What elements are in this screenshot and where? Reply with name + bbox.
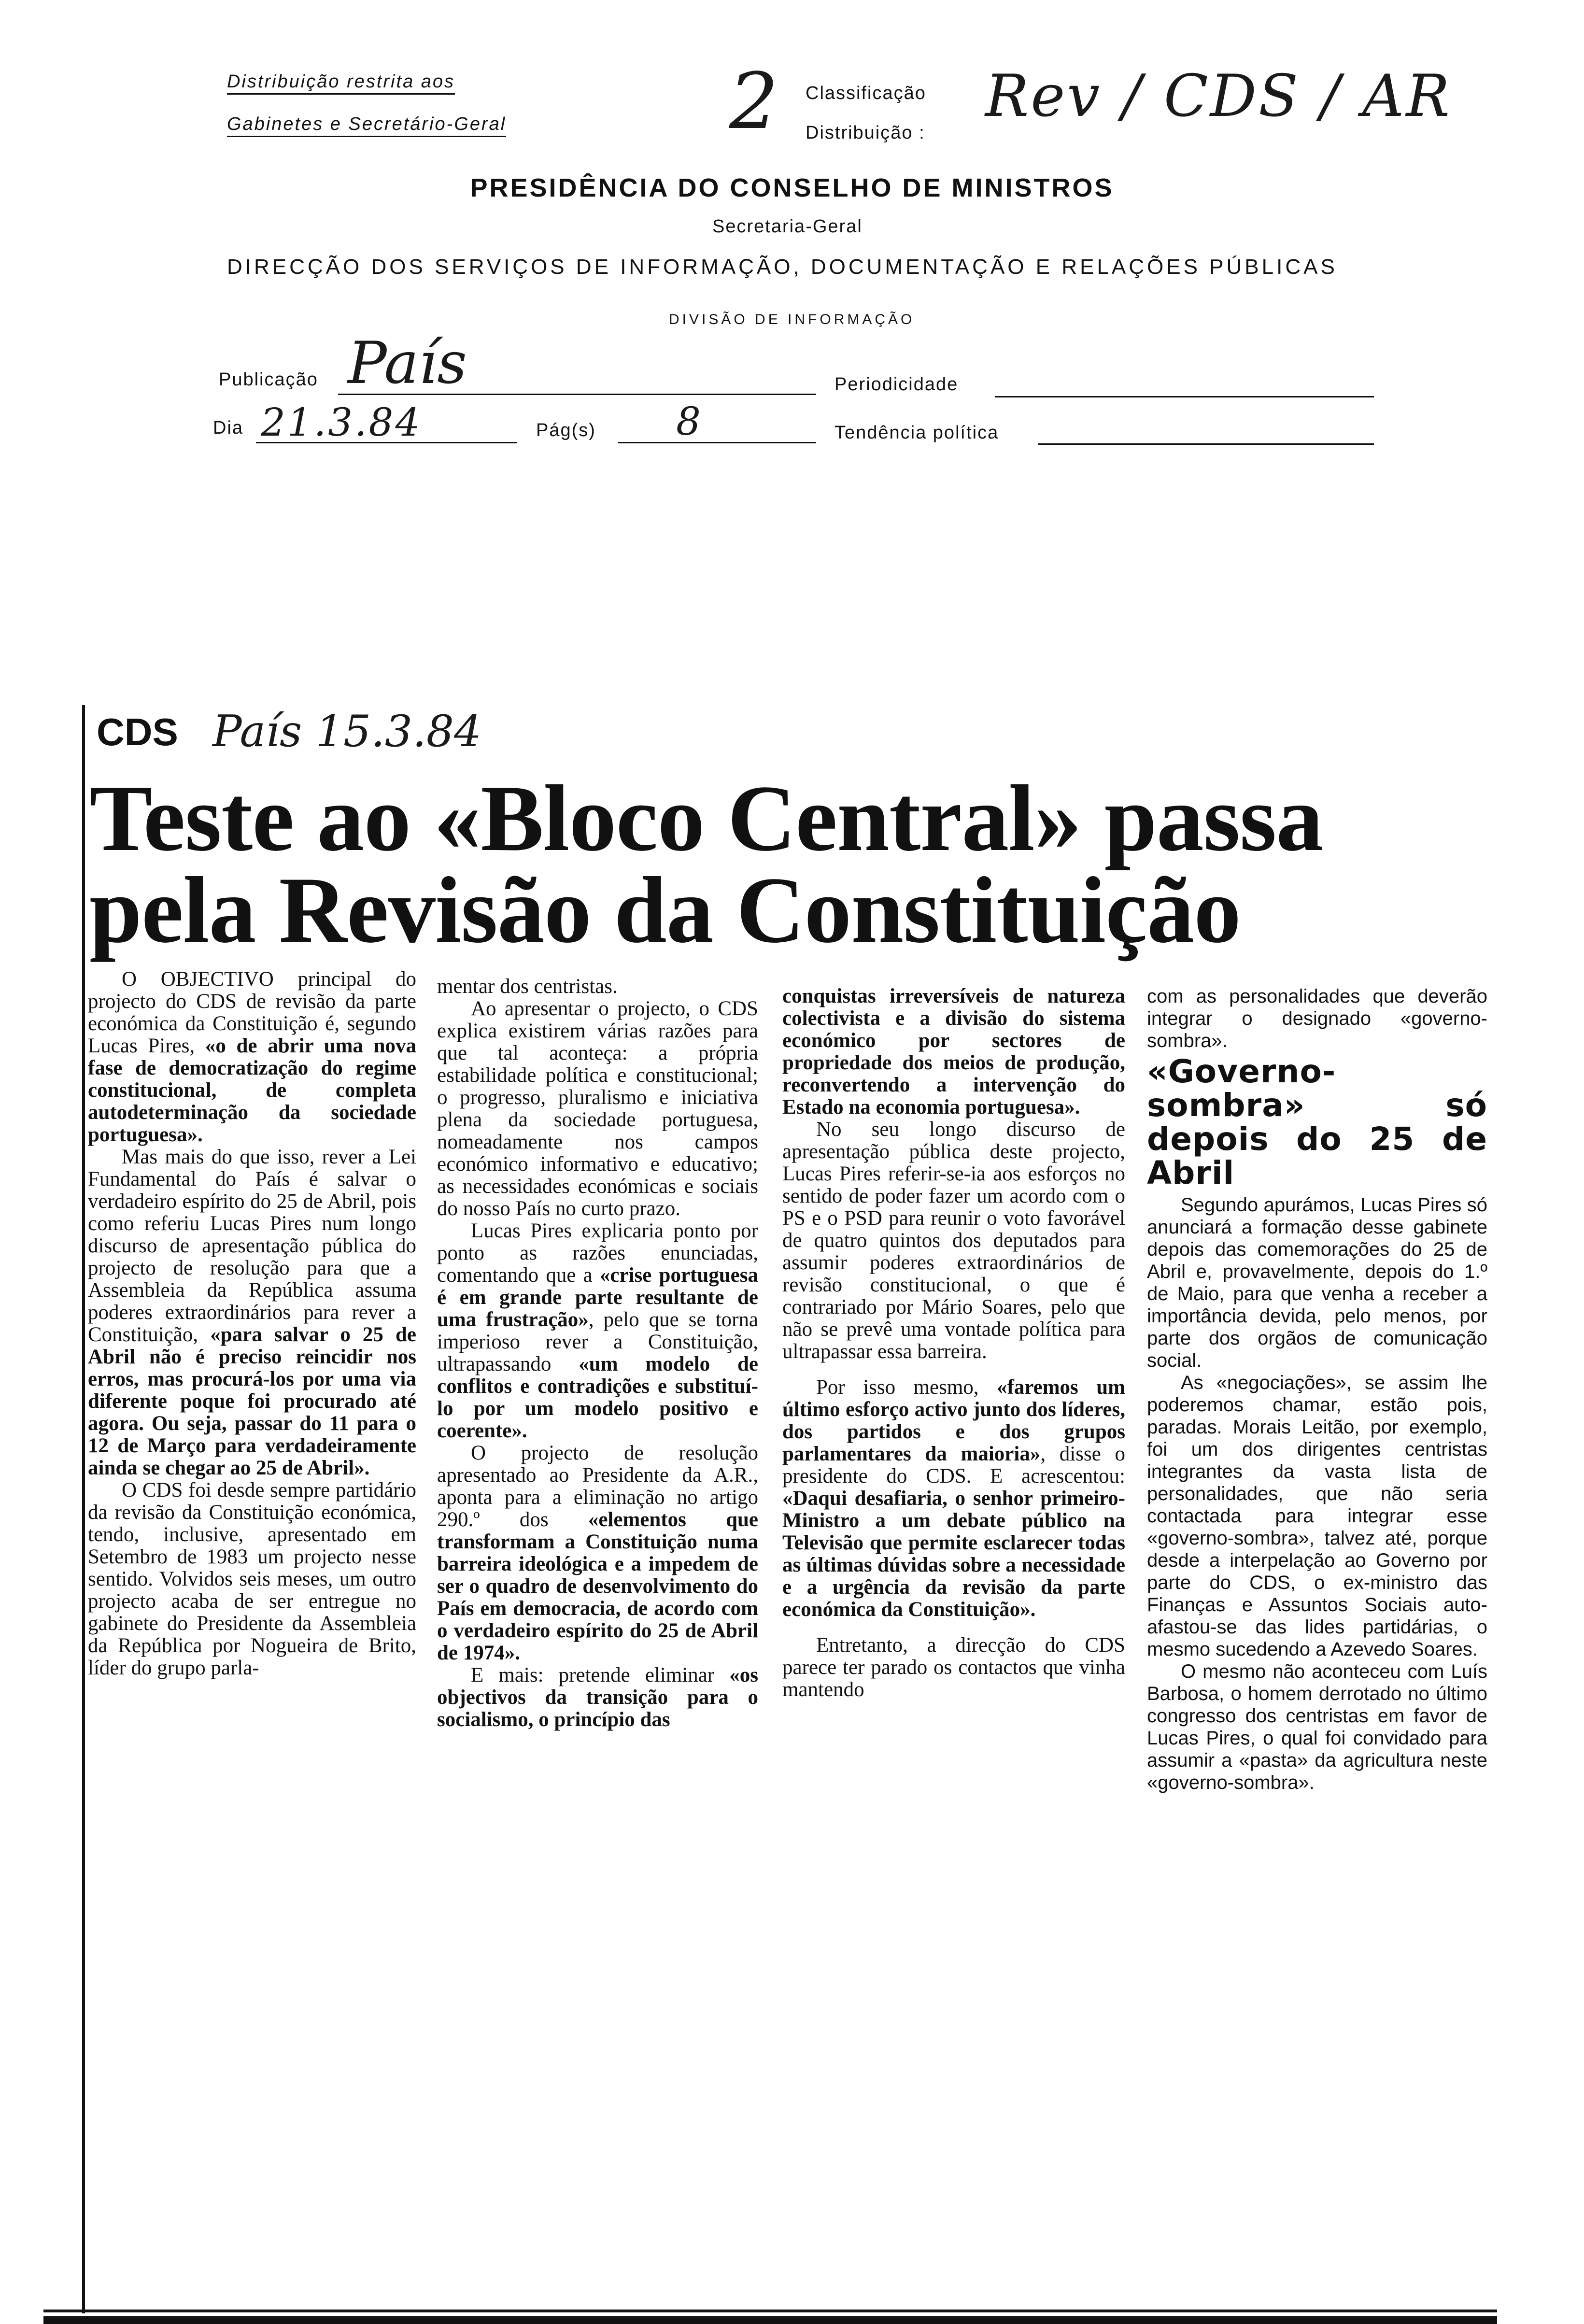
article-paragraph: [88, 968, 416, 1146]
bold-quote-text: «para salvar o 25 de Abril não é preciso reincidir nos erros, mas procurá-los por uma via diferente poque foi procurado até agora. Ou seja, passar do 11 para o 12 de Março para verdadeiramente ainda se chegar ao 25 de Abril».: [88, 1323, 416, 1479]
pages-value: 8: [676, 399, 701, 444]
paragraph-text: Ao apresentar o projecto, o CDS explica existirem várias razões para que tal aconteça: a própria estabilidade política e constitucional; o progresso, pluralismo e iniciativa plena da sociedade portuguesa, nomeadamente nos campos económico informativo e educativo; as necessidades económicas e sociais do nosso País no curto prazo.: [437, 997, 758, 1220]
article-paragraph: [437, 1442, 758, 1664]
article-column-3: [782, 985, 1125, 1701]
article-paragraph: [782, 985, 1125, 1119]
article-paragraph: [437, 976, 758, 998]
restricted-distribution-line2: Gabinetes e Secretário-Geral: [227, 114, 506, 137]
article-paragraph: [782, 1119, 1125, 1363]
article-subheading: [1147, 1055, 1487, 1190]
day-label: Dia: [213, 418, 244, 438]
periodicity-label: Periodicidade: [834, 374, 959, 395]
distribution-label: Distribuição :: [806, 123, 925, 143]
bold-quote-text: conquistas irreversíveis de natureza colectivista e a divisão do sistema económico por sectores de propriedade dos meios de produção, reconvertendo a intervenção do Estado na economia portuguesa».: [782, 985, 1125, 1119]
article-column-1: [88, 968, 416, 1679]
secretariat-label: Secretaria-Geral: [712, 216, 863, 237]
article-paragraph: [1147, 1372, 1487, 1660]
article-paragraph: [782, 1376, 1125, 1621]
paragraph-text: E mais: pretende eliminar: [471, 1664, 730, 1686]
article-paragraph: [1147, 1194, 1487, 1372]
article-paragraph: [1147, 1660, 1487, 1794]
paragraph-text: As «negociações», se assim lhe poderemos chamar, estão pois, paradas. Morais Leitão, por exemplo, foi um dos dirigentes centristas integrantes da vasta lista de personalidades, que não seria contactada para integrar esse «governo-sombra», talvez até, porque desde a interpelação ao Governo por parte do CDS, o ex-ministro das Finanças e Assuntos Sociais auto-afastou-se das lides partidárias, o mesmo sucedendo a Azevedo Soares.: [1147, 1372, 1487, 1660]
tendency-underline: [1038, 443, 1374, 445]
article-title-line2: pela Revisão da Constituição: [89, 858, 1241, 963]
article-paragraph: [88, 1146, 416, 1479]
paragraph-text: O projecto de resolução apresentado ao Presidente da A.R., aponta para a eliminação no artigo 290.º dos: [437, 1442, 758, 1531]
pages-underline: [618, 442, 816, 443]
day-underline: [256, 442, 517, 443]
tendency-label: Tendência política: [834, 423, 999, 443]
clipping-left-border: [82, 705, 85, 2313]
article-paragraph: [437, 998, 758, 1220]
publication-underline: [338, 394, 816, 395]
pages-label: Pág(s): [536, 420, 596, 440]
publication-label: Publicação: [219, 369, 318, 390]
publication-value: País: [348, 330, 467, 397]
article-column-2: [437, 976, 758, 1731]
paragraph-text: Lucas Pires explicaria ponto por ponto as razões enunciadas, comentando que a: [437, 1219, 758, 1287]
day-value: 21.3.84: [261, 400, 422, 445]
bold-quote-text: «um modelo de conflitos e contradições e substituí-lo por um modelo positivo e coerente».: [437, 1353, 759, 1442]
division-label: DIVISÃO DE INFORMAÇÃO: [669, 312, 915, 327]
article-paragraph: [782, 1634, 1125, 1701]
ministry-title: PRESIDÊNCIA DO CONSELHO DE MINISTROS: [470, 173, 1114, 202]
article-paragraph: [88, 1479, 416, 1679]
paragraph-text: O mesmo não aconteceu com Luís Barbosa, o homem derrotado no último congresso dos centristas em favor de Lucas Pires, o qual foi convidado para assumir a «pasta» da agricultura neste «governo-sombra».: [1147, 1661, 1487, 1793]
paragraph-text: com as personalidades que deverão integrar o designado «governo-sombra».: [1147, 986, 1487, 1051]
bold-quote-text: «o de abrir uma nova fase de democratização do regime constitucional, de completa autodeterminação da sociedade portuguesa».: [88, 1034, 416, 1146]
paragraph-text: , pelo que se torna imperioso rever a Constituição, ultrapassando: [437, 1308, 758, 1375]
bold-quote-text: «Governo-sombra» só depois do 25 de Abril: [1147, 1053, 1487, 1191]
article-paragraph: [437, 1220, 758, 1442]
paragraph-text: mentar dos centristas.: [437, 975, 618, 998]
paragraph-text: O CDS foi desde sempre partidário da revisão da Constituição económica, tendo, inclusive, apresentado em Setembro de 1983 um projecto nesse sentido. Volvidos seis meses, um outro projecto acaba de ser entregue no gabinete do Presidente da Assembleia da República por Nogueira de Brito, líder do grupo parla-: [88, 1479, 416, 1679]
bold-quote-text: «Daqui desafiaria, o senhor primeiro-Ministro a um debate público na Televisão que permite esclarecer todas as últimas dúvidas sobre a necessidade e a urgência da revisão da parte económica da Constituição».: [782, 1487, 1125, 1621]
paragraph-text: Segundo apurámos, Lucas Pires só anunciará a formação desse gabinete depois das comemorações do 25 de Abril e, provavelmente, depois do 1.º de Maio, para que venha a receber a importância devida, pelo menos, por parte dos orgãos de comunicação social.: [1147, 1194, 1487, 1371]
paragraph-text: No seu longo discurso de apresentação pública deste projecto, Lucas Pires referir-se-ia aos esforços no sentido de poder fazer um acordo com o PS e o PSD para reunir o voto favorável de quatro quintos dos deputados para assumir poderes extraordinários de revisão constitucional, o que é contrariado por Mário Soares, pelo que não se prevê uma vontade política para ultrapassar essa barreira.: [782, 1118, 1125, 1363]
paragraph-text: Mas mais do que isso, rever a Lei Fundamental do País é salvar o verdadeiro espírito do 25 de Abril, pois como referiu Lucas Pires num longo discurso de apresentação pública do projecto de resolução para que a Assembleia da República assuma poderes extraordinários para rever a Constituição,: [88, 1146, 416, 1346]
article-kicker: CDS: [97, 710, 178, 753]
handwritten-mark: 2: [729, 56, 778, 146]
bottom-rule-thick: [43, 2316, 1497, 2324]
handwritten-note: País 15.3.84: [212, 706, 482, 757]
paragraph-text: O OBJECTIVO principal do projecto do CDS de revisão da parte económica da Constituição é, segundo Lucas Pires,: [88, 968, 416, 1057]
directorate-label: DIRECÇÃO DOS SERVIÇOS DE INFORMAÇÃO, DOCUMENTAÇÃO E RELAÇÕES PÚBLICAS: [227, 255, 1338, 279]
handwritten-classification: Rev / CDS / AR: [985, 63, 1452, 130]
article-paragraph: [1147, 985, 1487, 1052]
periodicity-underline: [995, 396, 1374, 397]
paragraph-text: Entretanto, a direcção do CDS parece ter parado os contactos que vinha mantendo: [782, 1634, 1125, 1701]
paragraph-text: , disse o presidente do CDS. E acrescentou:: [782, 1443, 1125, 1488]
bold-quote-text: «crise portuguesa é em grande parte resultante de uma frustração»: [437, 1264, 759, 1331]
paragraph-text: Por isso mesmo,: [816, 1376, 997, 1399]
bold-quote-text: «os objectivos da transição para o socialismo, o princípio das: [437, 1664, 758, 1731]
classification-label: Classificação: [806, 83, 926, 103]
bottom-rule-thin: [43, 2310, 1497, 2312]
bold-quote-text: «faremos um último esforço activo junto dos líderes, dos partidos e dos grupos parlamentares da maioria»: [782, 1376, 1125, 1465]
article-paragraph: [437, 1664, 758, 1731]
bold-quote-text: «elementos que transformam a Constituição numa barreira ideológica e a impedem de ser o quadro de desenvolvimento do País em democracia, de acordo com o verdadeiro espírito do 25 de Abril de 1974».: [437, 1508, 758, 1664]
restricted-distribution-line1: Distribuição restrita aos: [227, 71, 455, 95]
article-column-4: [1147, 985, 1487, 1794]
article-title-line1: Teste ao «Bloco Central» passa: [89, 766, 1323, 871]
